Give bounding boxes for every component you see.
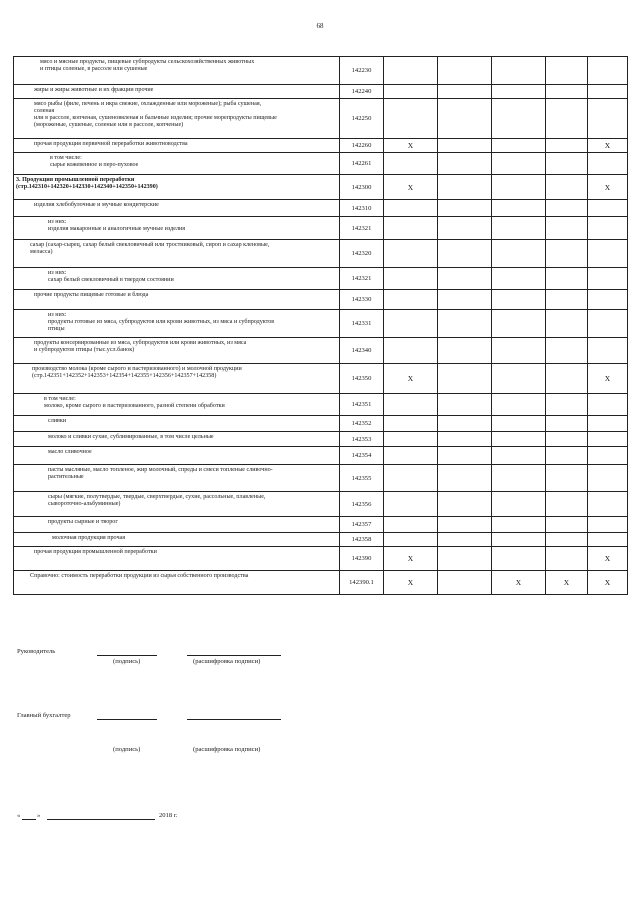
table-row <box>14 571 628 595</box>
value-cell-col-2[interactable] <box>438 517 492 533</box>
value-cell-col-4[interactable] <box>546 547 588 571</box>
value-cell-col-4[interactable] <box>546 492 588 517</box>
row-description <box>14 85 340 99</box>
value-cell-col-4[interactable] <box>546 533 588 547</box>
value-cell-col-2[interactable] <box>438 99 492 139</box>
value-cell-col-1[interactable] <box>384 447 438 465</box>
value-cell-col-2[interactable] <box>438 432 492 447</box>
row-code: 142358 <box>340 533 384 547</box>
value-cell-col-3[interactable] <box>492 338 546 364</box>
page-number: 68 <box>316 22 324 30</box>
table-row <box>14 465 628 492</box>
value-cell-col-1[interactable] <box>384 492 438 517</box>
value-cell-col-5[interactable] <box>588 153 628 175</box>
row-description <box>14 517 340 533</box>
description-line: жиры и жиры животные и их фракции прочие <box>34 87 154 93</box>
value-cell-col-1[interactable] <box>384 310 438 338</box>
row-description <box>14 57 340 85</box>
description-line: мясо рыбы (филе, печень и икра свежие, охлажденные или мороженые); рыба сушеная, <box>34 101 262 107</box>
value-cell-col-3[interactable] <box>492 57 546 85</box>
description-line: прочая продукция первичной переработки животноводства <box>34 141 188 147</box>
row-description <box>14 217 340 240</box>
value-cell-col-2[interactable] <box>438 217 492 240</box>
description-line: прочая продукция промышленной переработки <box>34 549 157 555</box>
description-line: (стр.142351+142352+142353+142354+142355+142356+142357+142358) <box>32 373 217 379</box>
table-row <box>14 153 628 175</box>
value-cell-col-5[interactable] <box>588 447 628 465</box>
value-cell-col-2[interactable] <box>438 447 492 465</box>
value-cell-col-4[interactable] <box>546 139 588 153</box>
description-line: или в рассоле, копченая, сушеновяленая и бальчные изделия; прочие морепродукты пищевые <box>34 115 277 121</box>
row-description <box>14 571 340 595</box>
value-cell-col-3[interactable] <box>492 447 546 465</box>
value-cell-col-5[interactable] <box>588 533 628 547</box>
table-row <box>14 416 628 432</box>
head-signature-line[interactable] <box>97 655 157 656</box>
description-line: прочие продукты пищевые готовые и блюда <box>34 292 149 298</box>
value-cell-col-4[interactable] <box>546 99 588 139</box>
value-cell-col-4[interactable] <box>546 153 588 175</box>
value-cell-col-4[interactable] <box>546 57 588 85</box>
value-cell-col-4[interactable] <box>546 432 588 447</box>
value-cell-col-2[interactable] <box>438 533 492 547</box>
accountant-signature-line[interactable] <box>97 719 157 720</box>
value-cell-col-4[interactable] <box>546 338 588 364</box>
value-cell-col-3[interactable] <box>492 153 546 175</box>
row-description <box>14 465 340 492</box>
value-cell-col-4[interactable] <box>546 394 588 416</box>
row-description <box>14 310 340 338</box>
description-line: соленая <box>34 108 55 114</box>
value-cell-col-2[interactable] <box>438 465 492 492</box>
table-row <box>14 394 628 416</box>
value-cell-col-2[interactable] <box>438 290 492 310</box>
row-code: 142240 <box>340 85 384 99</box>
description-line: и птицы соленые, в рассоле или сушеные <box>40 66 148 72</box>
row-description <box>14 99 340 139</box>
table-row <box>14 139 628 153</box>
value-cell-col-3[interactable] <box>492 492 546 517</box>
row-code: 142354 <box>340 447 384 465</box>
value-cell-col-3[interactable] <box>492 290 546 310</box>
accountant-label: Главный бухгалтер <box>17 712 71 719</box>
production-form-table <box>13 56 628 595</box>
value-cell-col-5[interactable] <box>588 492 628 517</box>
value-cell-col-1[interactable] <box>384 153 438 175</box>
row-code: 142321 <box>340 268 384 290</box>
value-cell-col-2[interactable] <box>438 416 492 432</box>
value-cell-col-4[interactable] <box>546 240 588 268</box>
value-cell-col-2[interactable] <box>438 85 492 99</box>
row-description <box>14 394 340 416</box>
value-cell-col-5[interactable] <box>588 217 628 240</box>
description-line: из них: <box>48 219 67 225</box>
date-year: 2018 г. <box>159 812 178 819</box>
row-code: 142352 <box>340 416 384 432</box>
row-description <box>14 139 340 153</box>
value-cell-col-2[interactable] <box>438 240 492 268</box>
row-code: 142390.1 <box>340 571 384 595</box>
value-cell-col-2[interactable] <box>438 139 492 153</box>
value-cell-col-3[interactable] <box>492 240 546 268</box>
row-description <box>14 432 340 447</box>
accountant-signature-caption: (подпись) <box>113 746 141 753</box>
description-line: продукты сырные и творог <box>48 519 118 525</box>
row-code: 142250 <box>340 99 384 139</box>
value-cell-col-2[interactable] <box>438 310 492 338</box>
value-cell-col-1[interactable] <box>384 85 438 99</box>
value-cell-col-3[interactable] <box>492 175 546 200</box>
description-line: изделия хлебобулочные и мучные кондитерские <box>34 202 159 208</box>
value-cell-col-3[interactable] <box>492 268 546 290</box>
row-description <box>14 200 340 217</box>
value-cell-col-4[interactable] <box>546 268 588 290</box>
value-cell-col-5[interactable]: X <box>588 571 628 595</box>
description-line: из них: <box>48 270 67 276</box>
head-signature-caption: (подпись) <box>113 658 141 665</box>
value-cell-col-3[interactable] <box>492 432 546 447</box>
description-line: сахар (сахар-сырец, сахар белый свекловичный или тростниковый, сироп и сахар кленовые, <box>30 242 270 248</box>
description-line: молочная продукция прочая <box>52 535 126 541</box>
description-line: и субпродуктов птицы (тыс.усл.банок) <box>34 347 135 353</box>
row-description <box>14 290 340 310</box>
value-cell-col-4[interactable] <box>546 416 588 432</box>
value-cell-col-5[interactable]: X <box>588 175 628 200</box>
value-cell-col-1[interactable] <box>384 290 438 310</box>
value-cell-col-1[interactable] <box>384 217 438 240</box>
description-line: пасты масляные, масло топленое, жир молочный, спреды и смеси топленые сливочно- <box>48 467 273 473</box>
description-line: в том числе: <box>50 155 82 161</box>
date-quote-open: « <box>17 812 21 819</box>
description-line: (мороженые, сушеные, соленые или в рассоле, копченые) <box>34 122 184 128</box>
value-cell-col-3[interactable] <box>492 533 546 547</box>
value-cell-col-5[interactable] <box>588 85 628 99</box>
row-code: 142356 <box>340 492 384 517</box>
date-quote-close: » <box>37 812 41 819</box>
row-code: 142261 <box>340 153 384 175</box>
value-cell-col-1[interactable] <box>384 432 438 447</box>
value-cell-col-5[interactable] <box>588 338 628 364</box>
value-cell-col-3[interactable] <box>492 139 546 153</box>
value-cell-col-5[interactable] <box>588 99 628 139</box>
row-description <box>14 547 340 571</box>
description-line: продукты консервированные из мяса, субпродуктов или крови животных, из мяса <box>34 340 247 346</box>
value-cell-col-2[interactable] <box>438 200 492 217</box>
table-row <box>14 175 628 200</box>
description-line: меласса) <box>30 249 53 255</box>
value-cell-col-5[interactable]: X <box>588 139 628 153</box>
value-cell-col-5[interactable] <box>588 310 628 338</box>
value-cell-col-4[interactable] <box>546 217 588 240</box>
value-cell-col-2[interactable] <box>438 364 492 394</box>
description-line: изделия макаронные и аналогичные мучные изделия <box>48 226 186 232</box>
value-cell-col-2[interactable] <box>438 153 492 175</box>
row-code: 142357 <box>340 517 384 533</box>
description-line: масло сливочное <box>48 449 92 455</box>
value-cell-col-3[interactable] <box>492 547 546 571</box>
description-line: сывороточно-альбуминные) <box>48 501 121 507</box>
description-line: молоко и сливки сухие, сублимированные, в том числе цельные <box>48 434 214 440</box>
row-description <box>14 492 340 517</box>
table-row <box>14 517 628 533</box>
value-cell-col-1[interactable] <box>384 338 438 364</box>
row-description <box>14 175 340 200</box>
table-row <box>14 310 628 338</box>
value-cell-col-3[interactable]: X <box>492 571 546 595</box>
description-line: 3. Продукция промышленной переработки <box>16 177 135 183</box>
row-code: 142390 <box>340 547 384 571</box>
value-cell-col-3[interactable] <box>492 85 546 99</box>
value-cell-col-1[interactable] <box>384 57 438 85</box>
value-cell-col-2[interactable] <box>438 268 492 290</box>
row-description <box>14 268 340 290</box>
value-cell-col-1[interactable] <box>384 240 438 268</box>
value-cell-col-1[interactable] <box>384 517 438 533</box>
table-row <box>14 200 628 217</box>
value-cell-col-4[interactable]: X <box>546 571 588 595</box>
accountant-decode-line[interactable] <box>187 719 281 720</box>
value-cell-col-5[interactable]: X <box>588 547 628 571</box>
value-cell-col-5[interactable] <box>588 200 628 217</box>
row-description <box>14 416 340 432</box>
value-cell-col-4[interactable] <box>546 85 588 99</box>
description-line: мясо и мясные продукты, пищевые субпродукты сельскохозяйственных животных <box>40 59 255 65</box>
head-label: Руководитель <box>17 648 56 655</box>
row-code: 142321 <box>340 217 384 240</box>
description-line: молоко, кроме сырого и пастеризованного, разной степени обработки <box>44 403 225 409</box>
description-line: сыры (мягкие, полутвердые, твердые, сверхтвердые, сухие, рассольные, плавленые, <box>48 494 266 500</box>
row-description <box>14 364 340 394</box>
description-line: растительные <box>48 474 84 480</box>
value-cell-col-4[interactable] <box>546 447 588 465</box>
value-cell-col-3[interactable] <box>492 217 546 240</box>
value-cell-col-1[interactable] <box>384 416 438 432</box>
value-cell-col-5[interactable] <box>588 416 628 432</box>
description-line: из них: <box>48 312 67 318</box>
head-decode-line[interactable] <box>187 655 281 656</box>
row-code: 142353 <box>340 432 384 447</box>
row-code: 142330 <box>340 290 384 310</box>
value-cell-col-2[interactable] <box>438 338 492 364</box>
value-cell-col-3[interactable] <box>492 364 546 394</box>
table-row <box>14 338 628 364</box>
description-line: птицы <box>48 326 65 332</box>
value-cell-col-5[interactable] <box>588 240 628 268</box>
description-line: сырье кожевенное и перо-пуховое <box>50 162 139 168</box>
date-month-line[interactable] <box>47 819 155 820</box>
description-line: (стр.142310+142320+142330+142340+142350+142390) <box>16 184 158 190</box>
row-code: 142320 <box>340 240 384 268</box>
row-code: 142350 <box>340 364 384 394</box>
value-cell-col-3[interactable] <box>492 517 546 533</box>
table-row <box>14 268 628 290</box>
value-cell-col-1[interactable]: X <box>384 139 438 153</box>
value-cell-col-1[interactable] <box>384 200 438 217</box>
row-code: 142260 <box>340 139 384 153</box>
table-row <box>14 364 628 394</box>
value-cell-col-1[interactable] <box>384 268 438 290</box>
value-cell-col-4[interactable] <box>546 175 588 200</box>
table-row <box>14 492 628 517</box>
value-cell-col-3[interactable] <box>492 99 546 139</box>
value-cell-col-1[interactable] <box>384 99 438 139</box>
value-cell-col-5[interactable] <box>588 432 628 447</box>
description-line: в том числе: <box>44 396 76 402</box>
date-day-line[interactable] <box>22 819 36 820</box>
value-cell-col-4[interactable] <box>546 290 588 310</box>
value-cell-col-4[interactable] <box>546 465 588 492</box>
value-cell-col-1[interactable] <box>384 533 438 547</box>
table-row <box>14 85 628 99</box>
row-description <box>14 533 340 547</box>
table-row <box>14 57 628 85</box>
head-decode-caption: (расшифровка подписи) <box>193 658 261 665</box>
value-cell-col-1[interactable]: X <box>384 175 438 200</box>
value-cell-col-1[interactable] <box>384 394 438 416</box>
table-row <box>14 217 628 240</box>
value-cell-col-5[interactable] <box>588 57 628 85</box>
row-description <box>14 240 340 268</box>
value-cell-col-5[interactable] <box>588 517 628 533</box>
value-cell-col-2[interactable] <box>438 175 492 200</box>
table-row <box>14 447 628 465</box>
value-cell-col-5[interactable]: X <box>588 364 628 394</box>
description-line: производство молока (кроме сырого и пастеризованного) и молочной продукции <box>32 366 242 372</box>
value-cell-col-5[interactable] <box>588 290 628 310</box>
value-cell-col-4[interactable] <box>546 517 588 533</box>
value-cell-col-4[interactable] <box>546 310 588 338</box>
value-cell-col-2[interactable] <box>438 492 492 517</box>
description-line: сливки <box>48 418 67 424</box>
value-cell-col-5[interactable] <box>588 465 628 492</box>
value-cell-col-2[interactable] <box>438 57 492 85</box>
row-code: 142340 <box>340 338 384 364</box>
table-row <box>14 533 628 547</box>
value-cell-col-5[interactable] <box>588 268 628 290</box>
description-line: продукты готовые из мяса, субпродуктов или крови животных, из мяса и субпродуктов <box>48 319 275 325</box>
value-cell-col-3[interactable] <box>492 310 546 338</box>
table-row <box>14 290 628 310</box>
description-line: Справочно: стоимость переработки продукции из сырья собственного производства <box>30 573 249 579</box>
row-description <box>14 153 340 175</box>
value-cell-col-3[interactable] <box>492 394 546 416</box>
value-cell-col-3[interactable] <box>492 200 546 217</box>
table-row <box>14 547 628 571</box>
row-code: 142310 <box>340 200 384 217</box>
row-code: 142355 <box>340 465 384 492</box>
value-cell-col-3[interactable] <box>492 465 546 492</box>
value-cell-col-3[interactable] <box>492 416 546 432</box>
table-row <box>14 240 628 268</box>
description-line: сахар белый свекловичный в твердом состоянии <box>48 277 174 283</box>
value-cell-col-2[interactable] <box>438 571 492 595</box>
value-cell-col-1[interactable]: X <box>384 547 438 571</box>
value-cell-col-4[interactable] <box>546 364 588 394</box>
row-description <box>14 447 340 465</box>
value-cell-col-2[interactable] <box>438 394 492 416</box>
row-code: 142351 <box>340 394 384 416</box>
value-cell-col-1[interactable] <box>384 465 438 492</box>
accountant-decode-caption: (расшифровка подписи) <box>193 746 261 753</box>
value-cell-col-1[interactable]: X <box>384 364 438 394</box>
row-code: 142230 <box>340 57 384 85</box>
value-cell-col-5[interactable] <box>588 394 628 416</box>
row-description <box>14 338 340 364</box>
value-cell-col-2[interactable] <box>438 547 492 571</box>
row-code: 142300 <box>340 175 384 200</box>
table-row <box>14 432 628 447</box>
table-row <box>14 99 628 139</box>
value-cell-col-4[interactable] <box>546 200 588 217</box>
row-code: 142331 <box>340 310 384 338</box>
value-cell-col-1[interactable]: X <box>384 571 438 595</box>
